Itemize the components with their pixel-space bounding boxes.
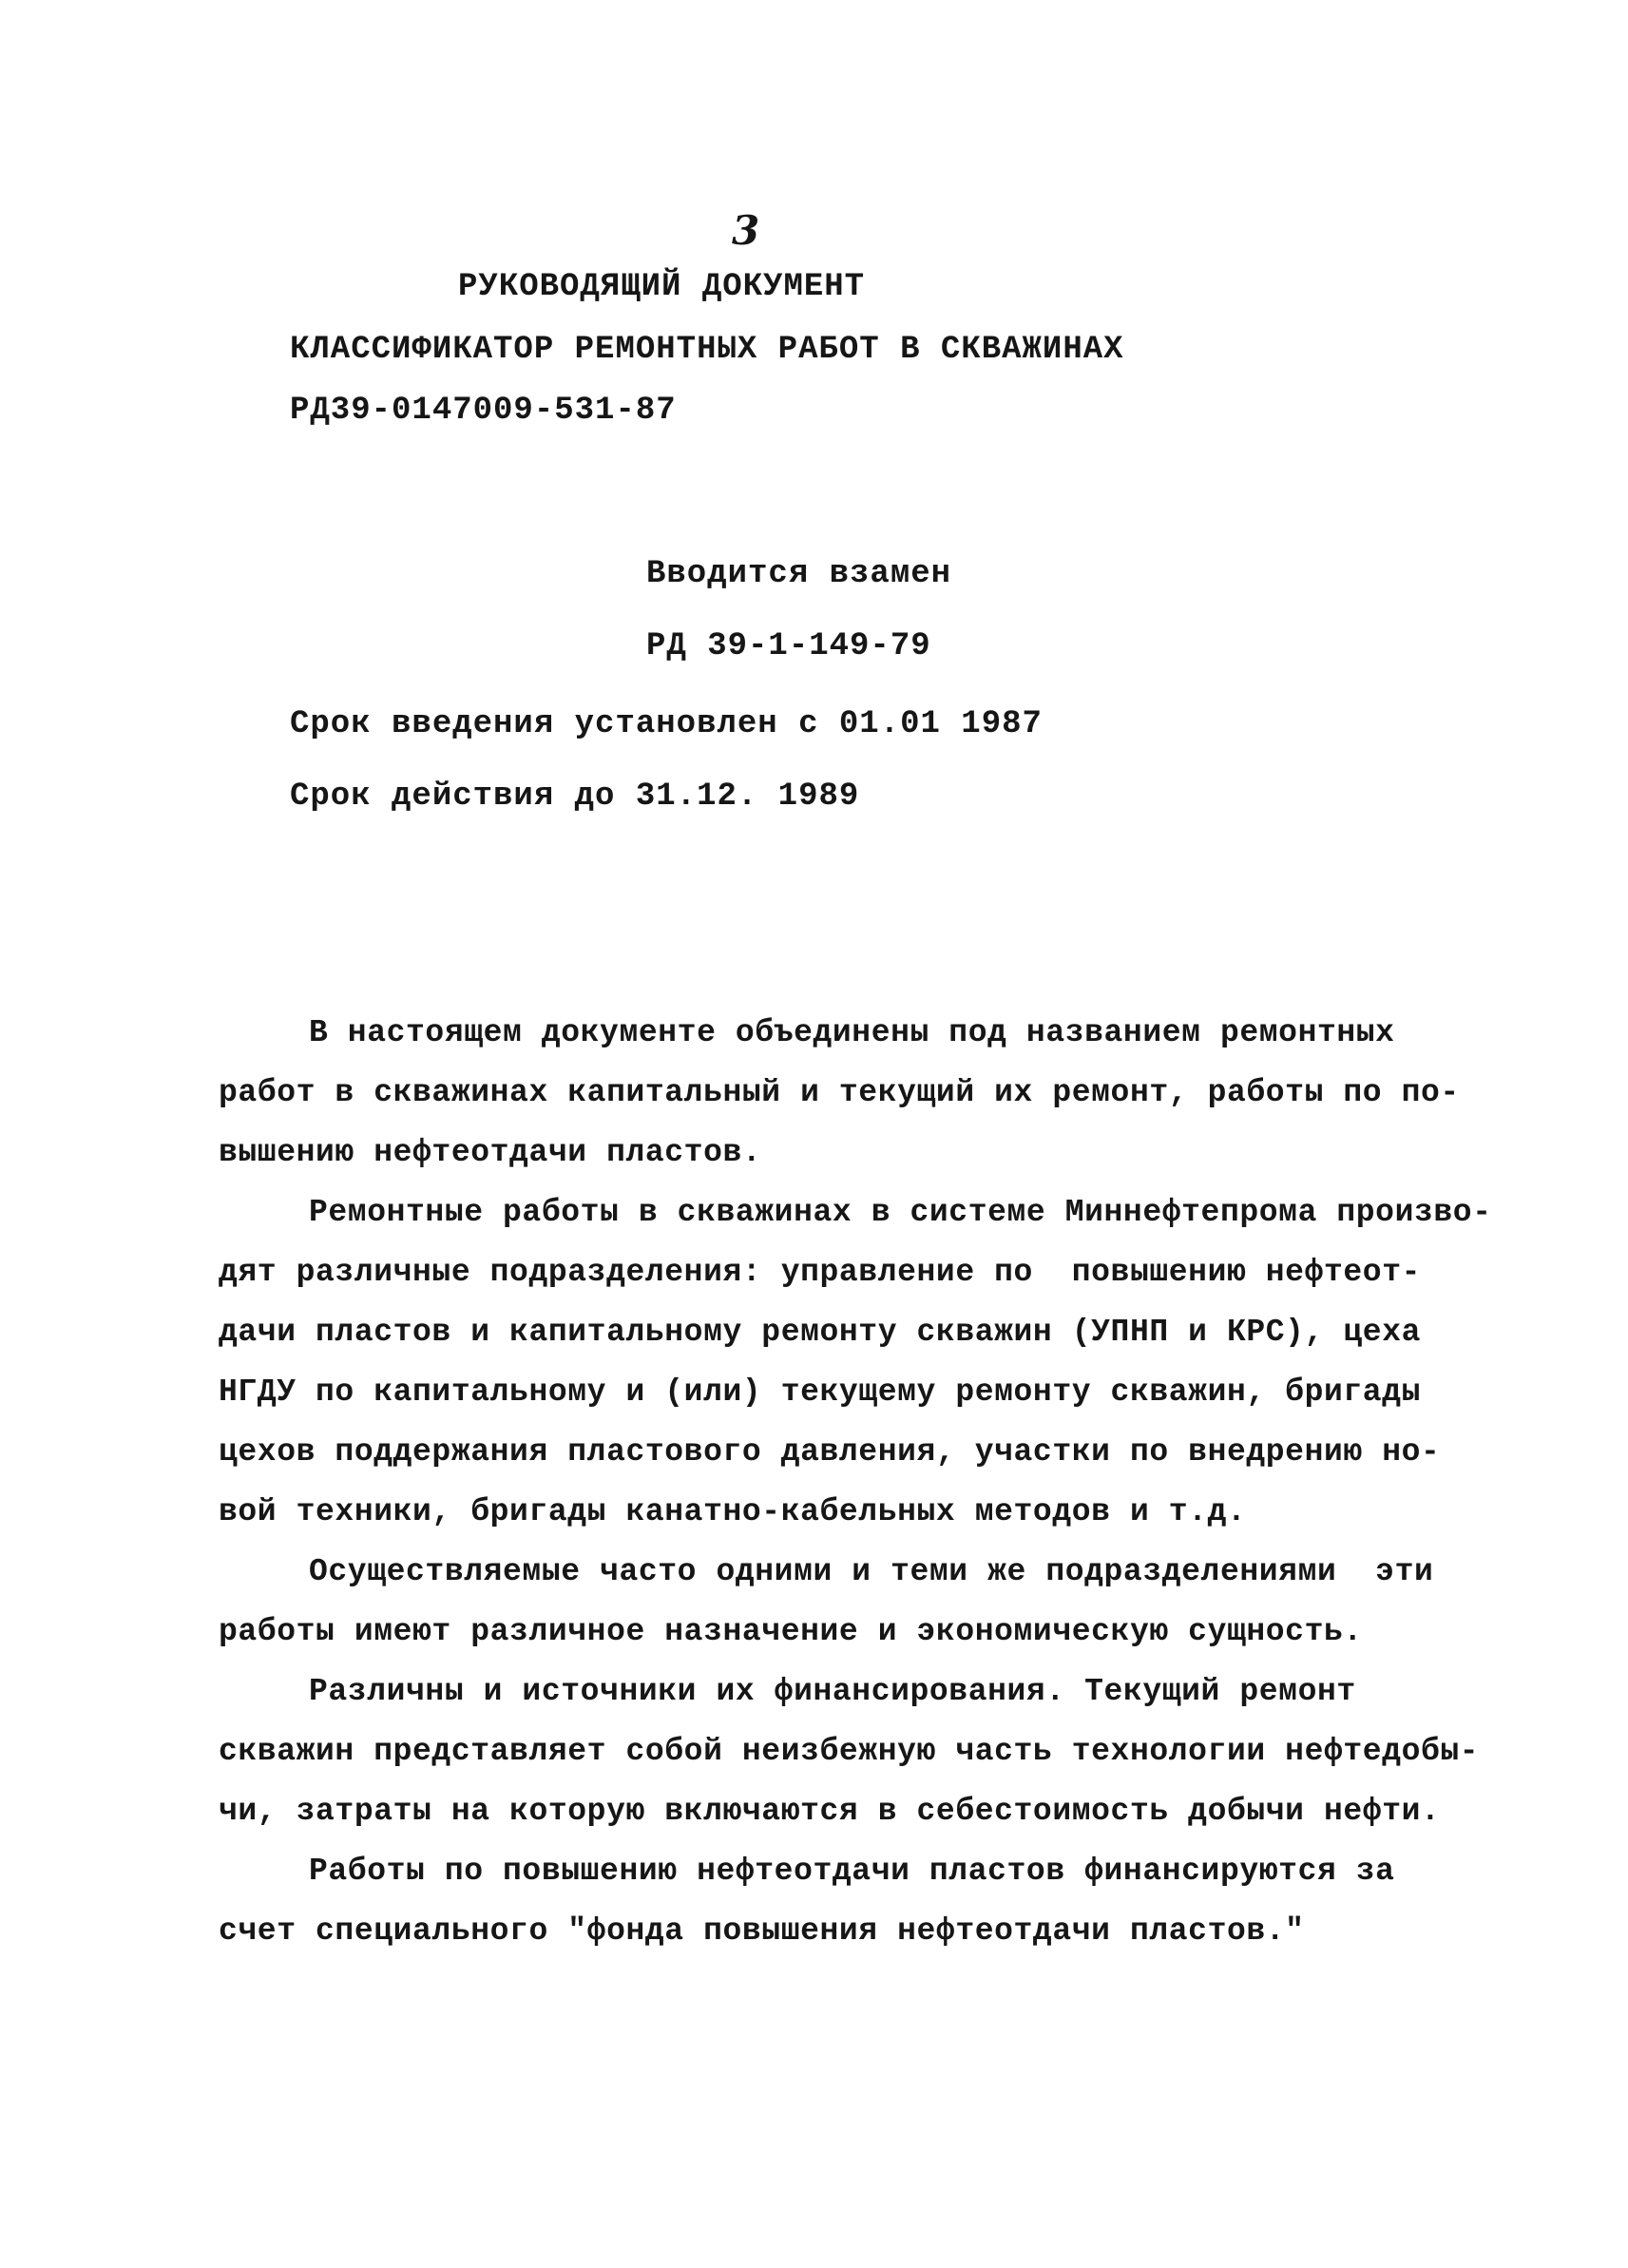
document-code: РД39-0147009-531-87	[290, 393, 677, 429]
replaced-document-code: РД 39-1-149-79	[646, 628, 931, 664]
document-title: КЛАССИФИКАТОР РЕМОНТНЫХ РАБОТ В СКВАЖИНАХ	[290, 332, 1124, 368]
page-number: 3	[732, 207, 760, 254]
body-line: чи, затраты на которую включаются в себестоимость добычи нефти.	[219, 1794, 1441, 1829]
body-line: скважин представляет собой неизбежную часть технологии нефтедобы-	[219, 1734, 1480, 1769]
body-line: дачи пластов и капитальному ремонту скважин (УПНП и КРС), цеха	[219, 1315, 1421, 1350]
body-line: Работы по повышению нефтеотдачи пластов финансируются за	[309, 1854, 1395, 1889]
doc-type-heading: РУКОВОДЯЩИЙ ДОКУМЕНТ	[458, 269, 866, 305]
body-line: Ремонтные работы в скважинах в системе Миннефтепрома произво-	[309, 1195, 1492, 1230]
body-line: вой техники, бригады канатно-кабельных методов и т.д.	[219, 1494, 1247, 1529]
body-line: цехов поддержания пластового давления, участки по внедрению но-	[219, 1434, 1441, 1470]
validity-date: Срок действия до 31.12. 1989	[290, 778, 860, 815]
body-line: работ в скважинах капитальный и текущий их ремонт, работы по по-	[219, 1075, 1460, 1110]
body-line: счет специального "фонда повышения нефтеотдачи пластов."	[219, 1913, 1305, 1949]
body-line: работы имеют различное назначение и экономическую сущность.	[219, 1614, 1363, 1649]
body-line: дят различные подразделения: управление по повышению нефтеот-	[219, 1255, 1421, 1290]
body-line: Различны и источники их финансирования. Текущий ремонт	[309, 1674, 1356, 1709]
body-line: Осуществляемые часто одними и теми же подразделениями эти	[309, 1554, 1434, 1589]
replacement-intro: Вводится взамен	[646, 556, 952, 592]
body-line: вышению нефтеотдачи пластов.	[219, 1135, 762, 1170]
introduction-date: Срок введения установлен с 01.01 1987	[290, 706, 1043, 742]
body-line: НГДУ по капитальному и (или) текущему ремонту скважин, бригады	[219, 1374, 1421, 1410]
body-line: В настоящем документе объединены под названием ремонтных	[309, 1015, 1395, 1050]
